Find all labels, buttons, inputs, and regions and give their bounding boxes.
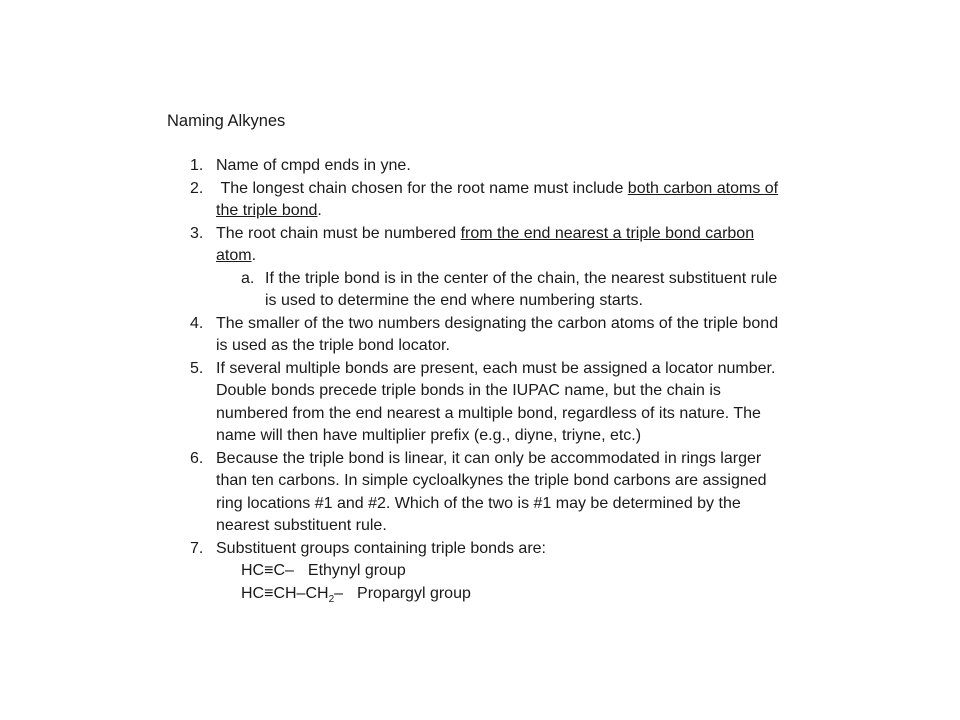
formula-subscript: 2 <box>328 593 335 605</box>
rule-number: 3. <box>190 224 204 242</box>
rule-item-4 <box>190 313 790 358</box>
rule-number: 7. <box>190 539 204 557</box>
rule-text-end: . <box>317 202 322 219</box>
rule-number: 6. <box>190 449 204 467</box>
rule-item-6 <box>190 448 790 538</box>
rule-item-1 <box>190 155 790 178</box>
group-formula: HC≡C– <box>241 562 294 579</box>
rule-item-2 <box>190 178 790 223</box>
rule-underlined-text: both carbon atoms of the triple bond <box>216 179 779 219</box>
rules-list <box>190 155 790 605</box>
rule-item-7 <box>190 538 790 561</box>
rule-number: 5. <box>190 359 204 377</box>
rule-text: Name of cmpd ends in yne. <box>216 157 411 174</box>
rule-underlined-text: from the end nearest a triple bond carbon atom <box>216 224 755 264</box>
rule-text: Because the triple bond is linear, it can only be accommodated in rings larger than ten carbons. In simple cycloalkynes the triple bond carbons are assigned ring locations #1 and #2. Which of the two is #1 may be determined by the nearest substituent rule. <box>216 449 767 534</box>
group-row-ethynyl <box>190 560 790 583</box>
formula-main: HC≡CH–CH <box>241 584 329 602</box>
rule-number: 4. <box>190 314 204 332</box>
rule-item-3 <box>190 223 790 268</box>
rule-subitem-3a <box>190 268 790 313</box>
rule-text: If several multiple bonds are present, each must be assigned a locator number. Double bonds precede triple bonds in the IUPAC name, but the chain is numbered from the end nearest a multiple bond, regardless of its nature. The name will then have multiplier prefix (e.g., diyne, triyne, etc.) <box>216 359 776 444</box>
subitem-text: If the triple bond is in the center of the chain, the nearest substituent rule is used to determine the end where numbering starts. <box>265 269 778 309</box>
rule-number: 2. <box>190 179 204 197</box>
group-row-propargyl <box>190 583 790 606</box>
subitem-letter: a. <box>241 269 255 287</box>
rule-number: 1. <box>190 157 204 174</box>
group-name: Ethynyl group <box>307 562 406 579</box>
formula-end: – <box>334 584 344 602</box>
rule-text-end: . <box>251 247 257 264</box>
rule-text: Substituent groups containing triple bonds are: <box>216 539 546 557</box>
rule-text: The longest chain chosen for the root name must include <box>216 179 628 197</box>
rule-text: The root chain must be numbered <box>216 224 461 242</box>
group-formula <box>241 583 343 606</box>
rule-item-5 <box>190 358 790 448</box>
rule-text: The smaller of the two numbers designating the carbon atoms of the triple bond is used as the triple bond locator. <box>216 314 779 354</box>
group-name: Propargyl group <box>357 584 471 602</box>
page-title: Naming Alkynes <box>167 112 286 130</box>
